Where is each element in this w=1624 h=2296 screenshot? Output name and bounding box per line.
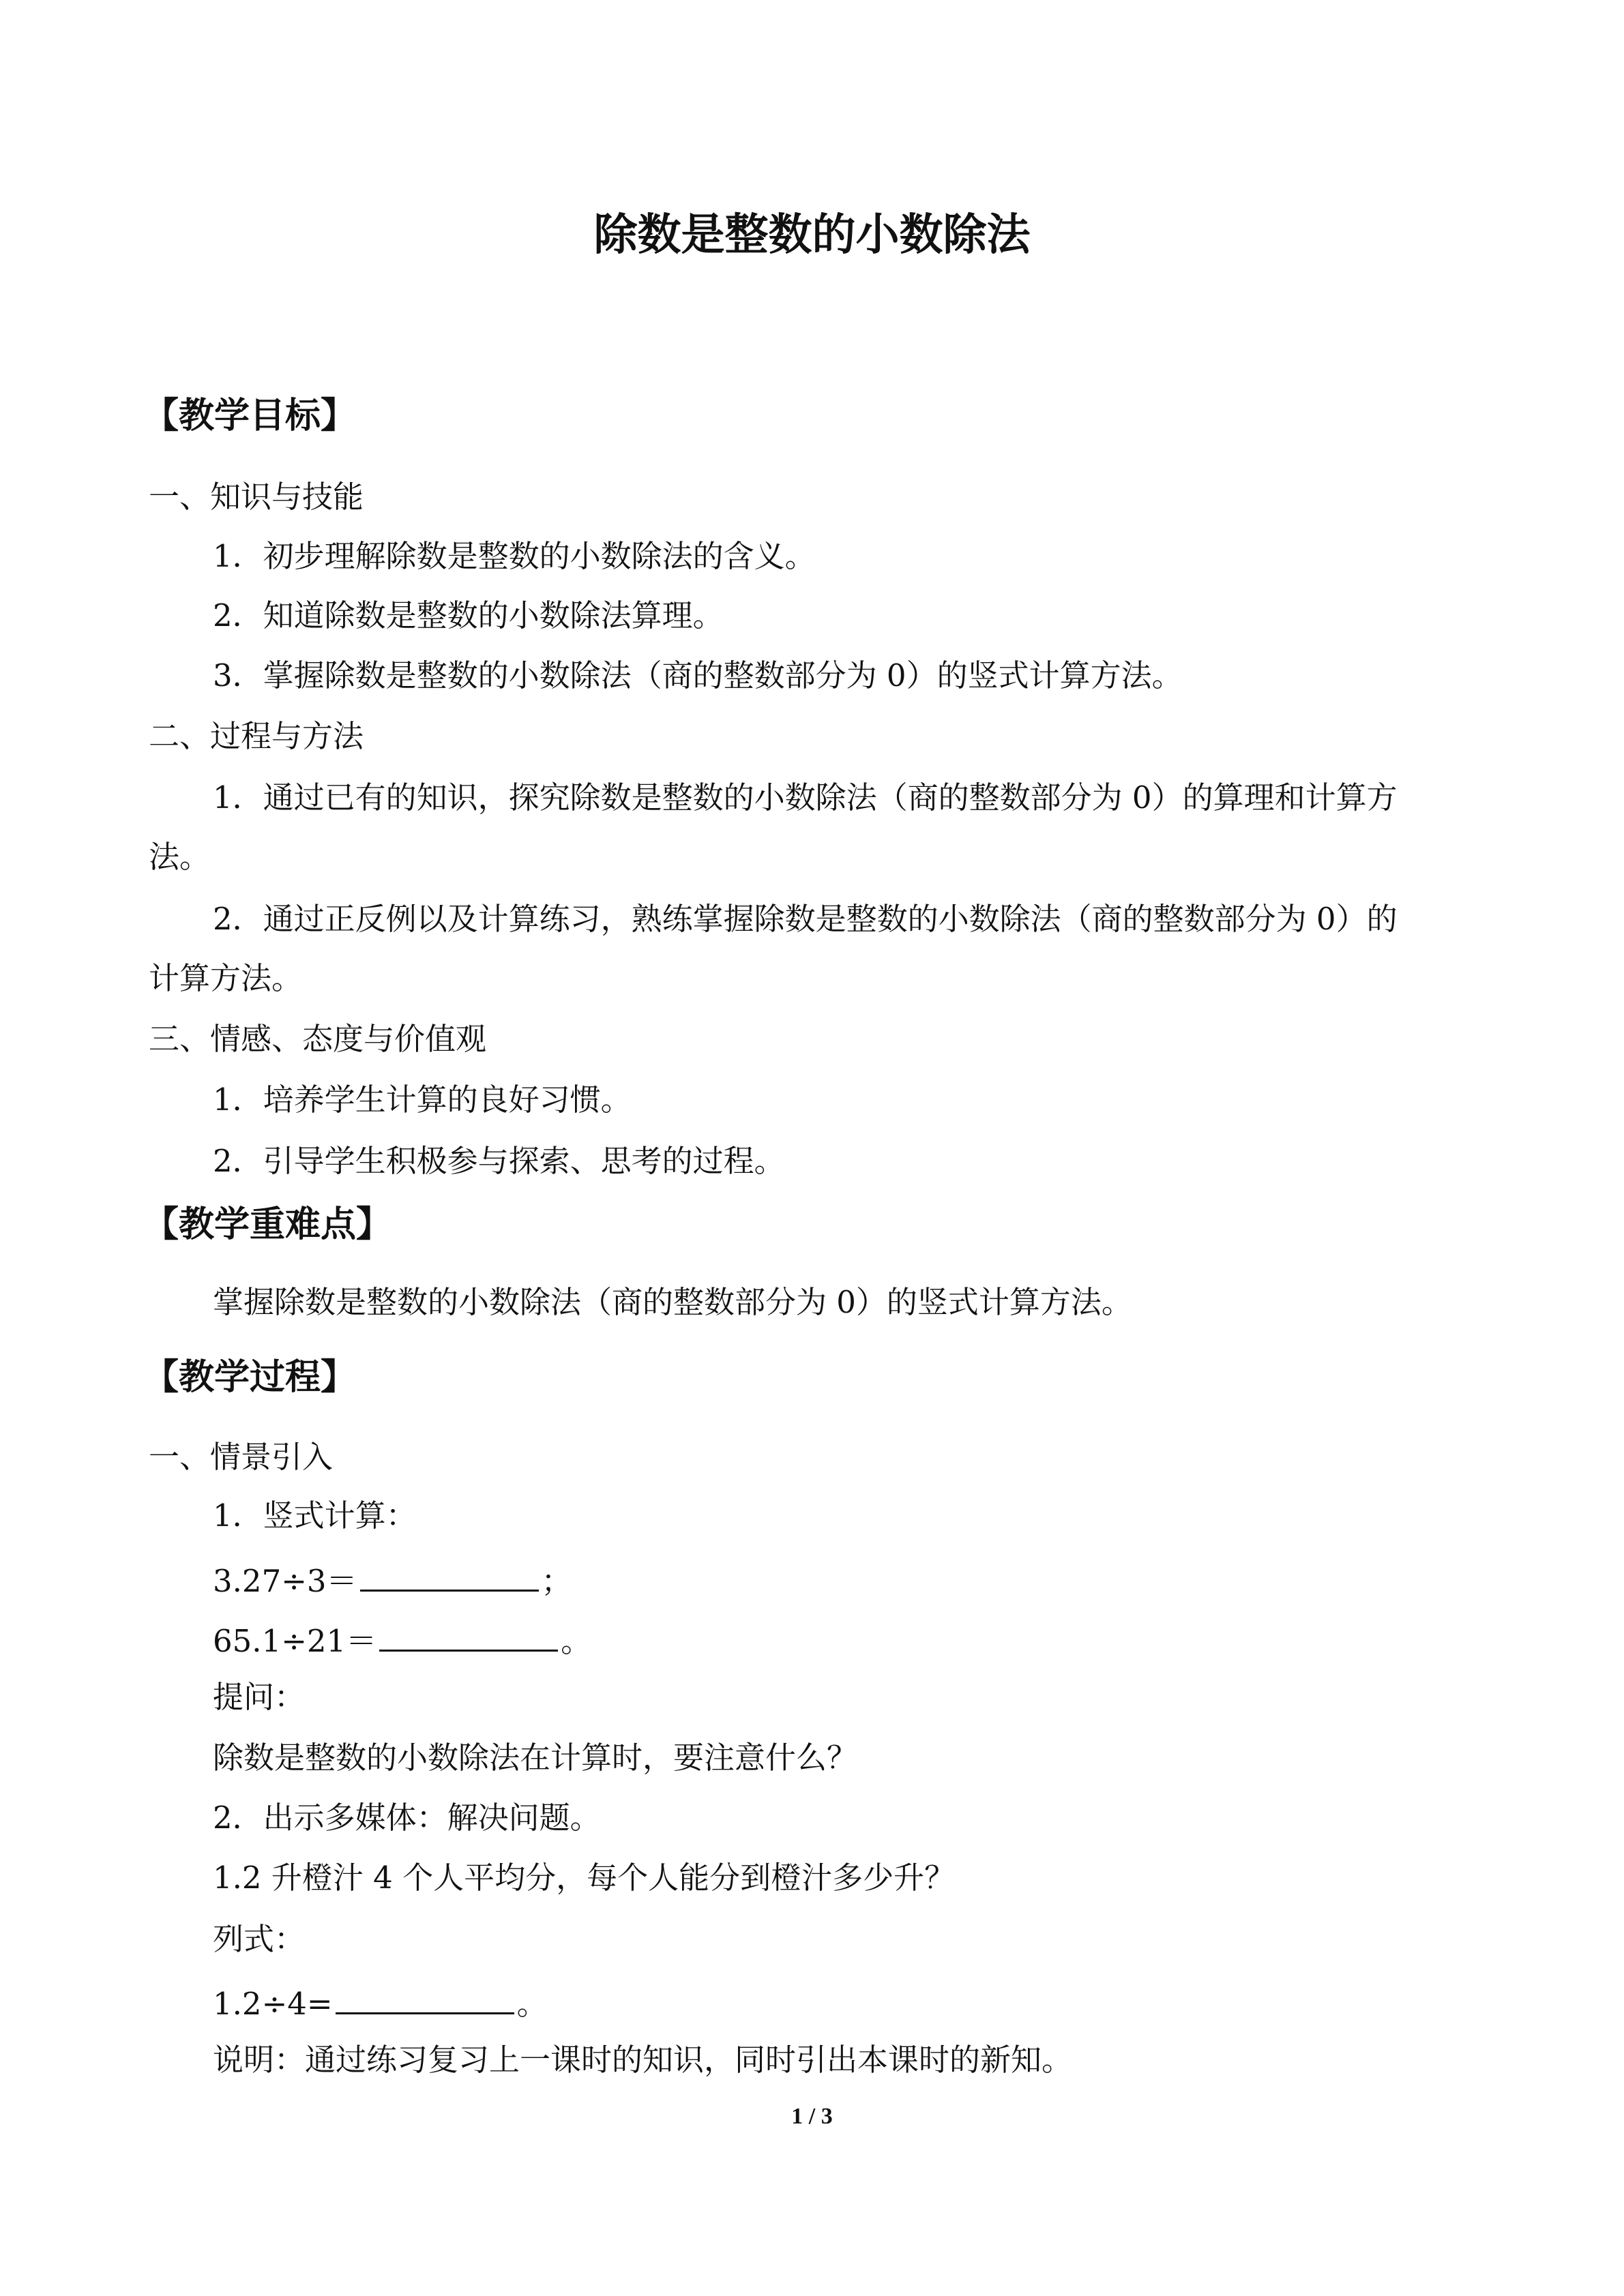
list-item: 2．通过正反例以及计算练习，熟练掌握除数是整数的小数除法（商的整数部分为 0）的: [213, 901, 1398, 937]
exercise-expression: 65.1÷21＝: [213, 1623, 377, 1659]
answer-blank[interactable]: [360, 1557, 539, 1592]
answer-blank[interactable]: [336, 1980, 514, 2014]
explanation-text: 说明：通过练习复习上一课时的知识，同时引出本课时的新知。: [213, 2042, 1073, 2078]
answer-blank[interactable]: [379, 1617, 558, 1652]
list-item: 3．掌握除数是整数的小数除法（商的整数部分为 0）的竖式计算方法。: [213, 657, 1183, 694]
exercise-punctuation: 。: [516, 1986, 548, 2022]
question-label: 提问：: [213, 1679, 306, 1715]
exercise-expression: 3.27÷3＝: [213, 1563, 357, 1599]
list-item: 2．引导学生积极参与探索、思考的过程。: [213, 1143, 785, 1179]
list-item-continuation: 法。: [149, 839, 211, 875]
exercise-line: [213, 1980, 548, 2025]
subheading-knowledge-skills: 一、知识与技能: [149, 479, 364, 515]
list-item: 2．出示多媒体：解决问题。: [213, 1800, 601, 1836]
subheading-scenario-intro: 一、情景引入: [149, 1439, 334, 1475]
subheading-process-methods: 二、过程与方法: [149, 718, 364, 754]
list-item-continuation: 计算方法。: [149, 960, 303, 996]
exercise-punctuation: ；: [541, 1563, 572, 1599]
exercise-line: [213, 1617, 591, 1662]
exercise-punctuation: 。: [561, 1623, 592, 1659]
page-number: 1 / 3: [791, 2104, 833, 2129]
question-text: 除数是整数的小数除法在计算时，要注意什么？: [213, 1740, 858, 1776]
formula-label: 列式：: [213, 1921, 306, 1957]
document-title: 除数是整数的小数除法: [593, 210, 1031, 260]
list-item: 1．培养学生计算的良好习惯。: [213, 1082, 632, 1118]
subheading-attitude-values: 三、情感、态度与价值观: [149, 1021, 487, 1057]
exercise-expression: 1.2÷4=: [213, 1986, 333, 2022]
list-item: 1．竖式计算：: [213, 1497, 417, 1534]
list-item: 1．初步理解除数是整数的小数除法的含义。: [213, 538, 816, 574]
list-item: 1．通过已有的知识，探究除数是整数的小数除法（商的整数部分为 0）的算理和计算方: [213, 779, 1398, 816]
problem-text: 1.2 升橙汁 4 个人平均分，每个人能分到橙汁多少升？: [213, 1860, 956, 1896]
exercise-line: [213, 1557, 572, 1602]
list-item: 2．知道除数是整数的小数除法算理。: [213, 597, 724, 633]
section-heading-teaching-process: 【教学过程】: [143, 1357, 357, 1398]
section-heading-key-points: 【教学重难点】: [143, 1204, 392, 1245]
section-heading-teaching-goals: 【教学目标】: [143, 396, 357, 436]
key-points-text: 掌握除数是整数的小数除法（商的整数部分为 0）的竖式计算方法。: [213, 1284, 1132, 1320]
